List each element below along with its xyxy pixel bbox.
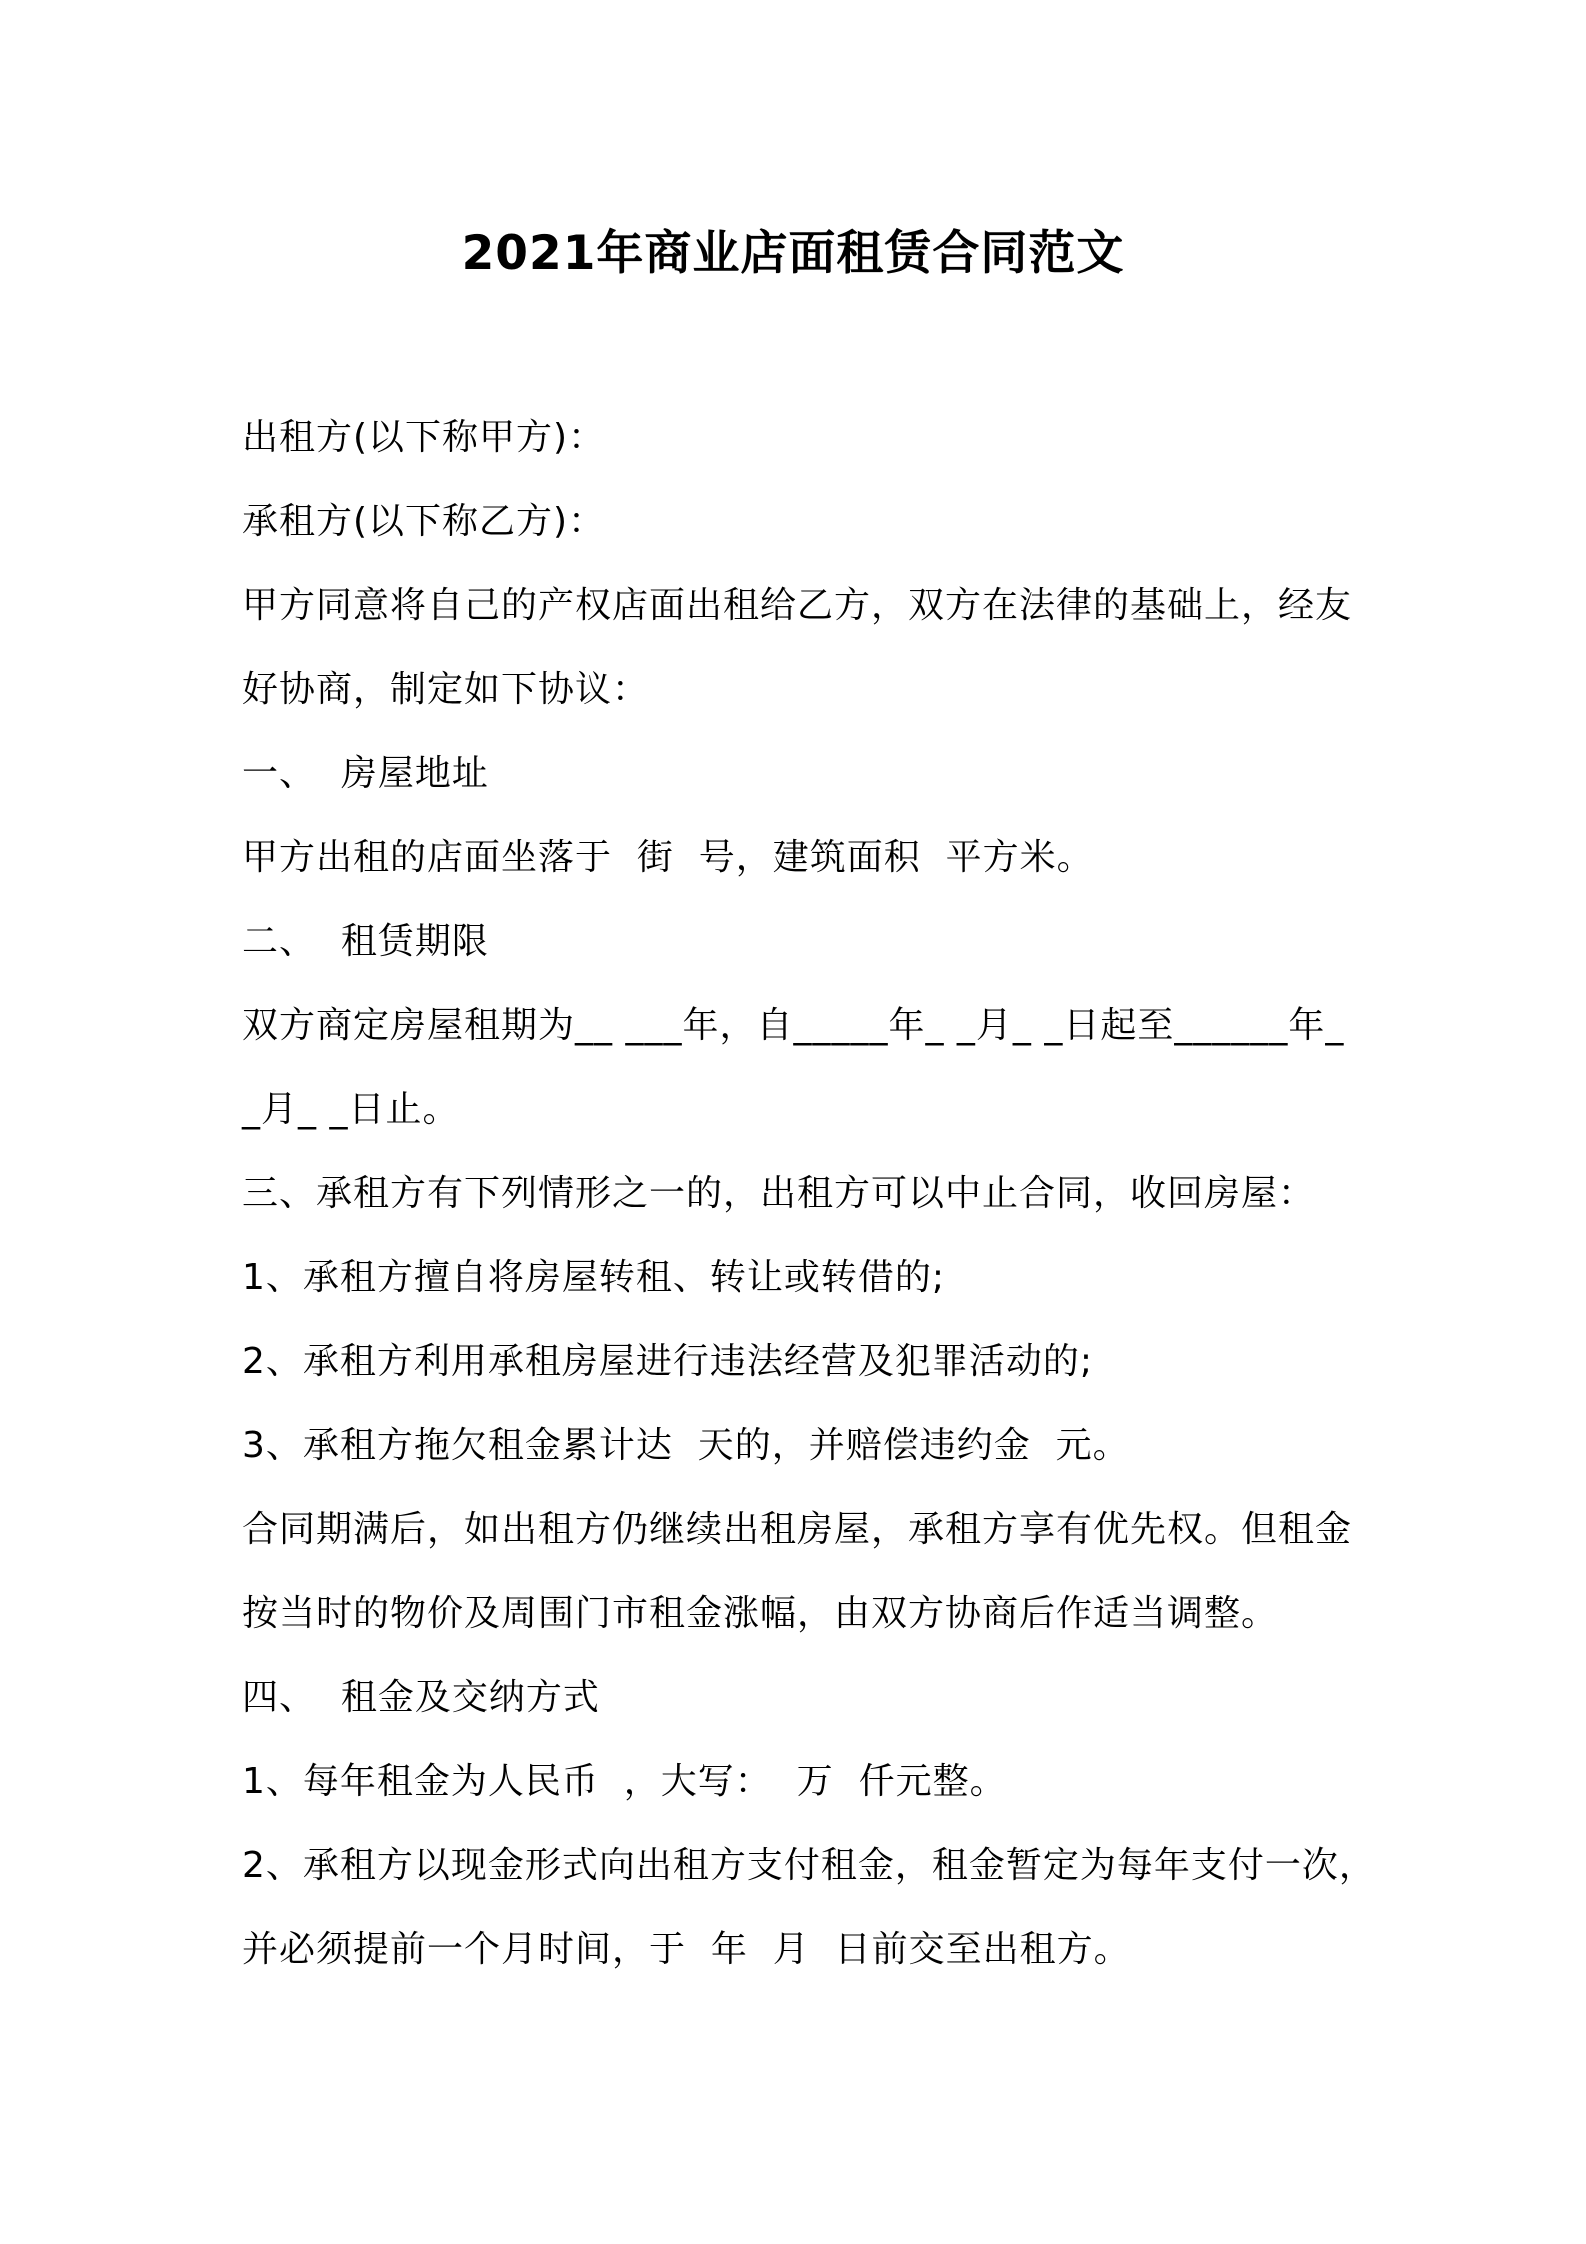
- section-3-item-1: 1、承租方擅自将房屋转租、转让或转借的;: [242, 1257, 946, 1298]
- section-4-item-2b: 并必须提前一个月时间，于 年 月 日前交至出租方。: [242, 1929, 1131, 1970]
- section-3-item-2: 2、承租方利用承租房屋进行违法经营及犯罪活动的;: [242, 1341, 1094, 1382]
- section-2-text-1: 双方商定房屋租期为__ ___年，自_____年_ _月_ _日起至______年_: [242, 1005, 1345, 1046]
- section-3-item-3: 3、承租方拖欠租金累计达 天的，并赔偿违约金 元。: [242, 1425, 1130, 1466]
- section-1-text: 甲方出租的店面坐落于 街 号，建筑面积 平方米。: [242, 837, 1094, 878]
- intro-line-1: 甲方同意将自己的产权店面出租给乙方，双方在法律的基础上，经友: [242, 585, 1353, 626]
- section-4-item-1: 1、每年租金为人民币 ，大写： 万 仟元整。: [242, 1761, 1007, 1802]
- section-2-text-2: _月_ _日止。: [242, 1089, 460, 1130]
- lessee-line: 承租方(以下称乙方)：: [242, 501, 606, 542]
- renewal-text-1: 合同期满后，如出租方仍继续出租房屋，承租方享有优先权。但租金: [242, 1509, 1353, 1550]
- section-2-heading: 二、 租赁期限: [242, 921, 489, 962]
- document-title: 2021年商业店面租赁合同范文: [461, 226, 1125, 281]
- section-4-heading: 四、 租金及交纳方式: [242, 1677, 600, 1718]
- section-3-heading: 三、承租方有下列情形之一的，出租方可以中止合同，收回房屋：: [242, 1173, 1316, 1214]
- section-4-item-2a: 2、承租方以现金形式向出租方支付租金，租金暂定为每年支付一次，: [242, 1845, 1376, 1886]
- intro-line-2: 好协商，制定如下协议：: [242, 669, 650, 710]
- section-1-heading: 一、 房屋地址: [242, 753, 489, 794]
- renewal-text-2: 按当时的物价及周围门市租金涨幅，由双方协商后作适当调整。: [242, 1593, 1279, 1634]
- lessor-line: 出租方(以下称甲方)：: [242, 417, 606, 458]
